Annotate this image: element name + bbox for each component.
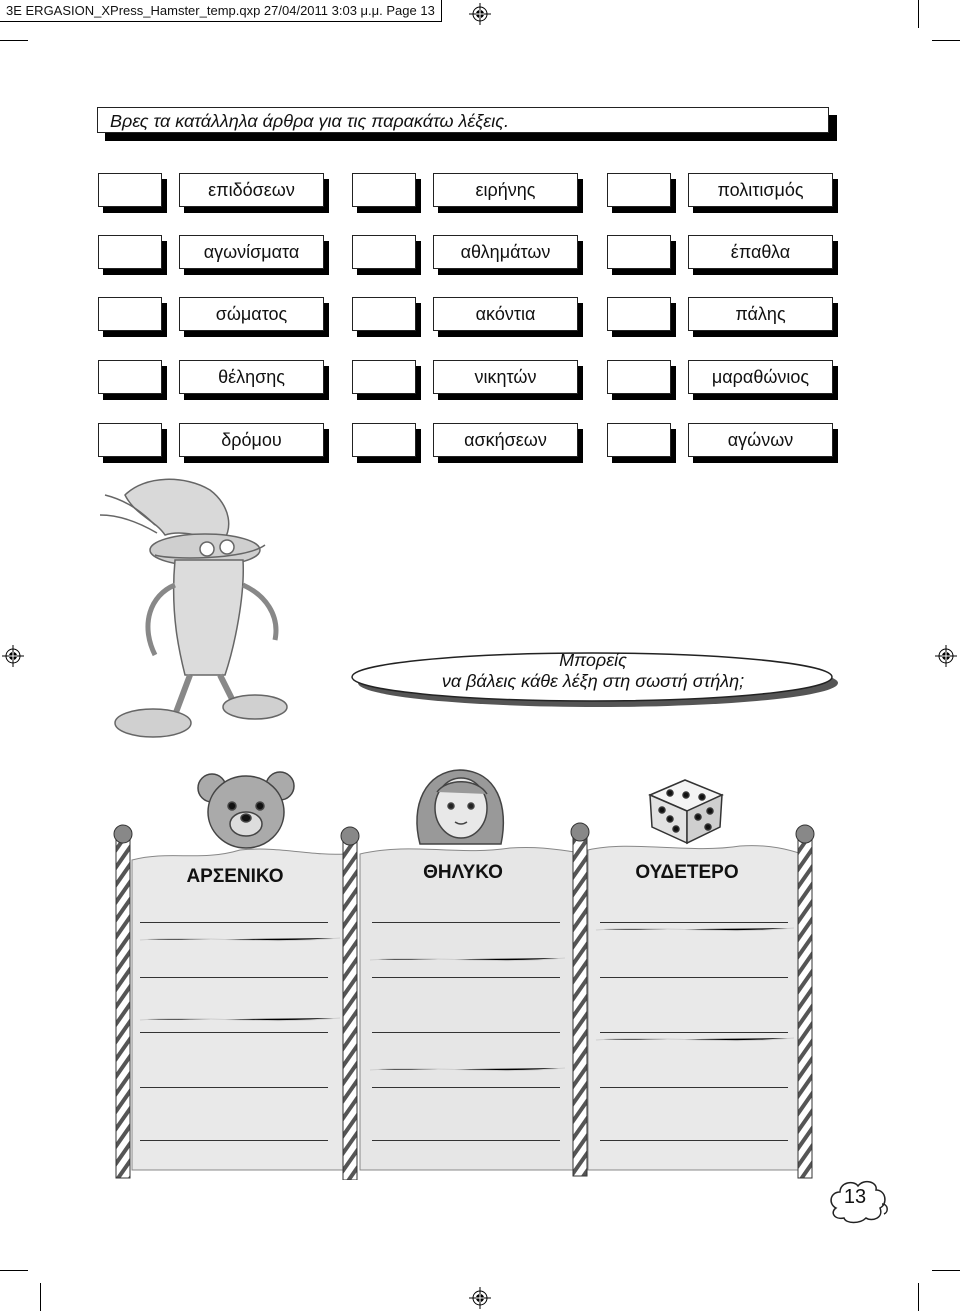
answer-line[interactable] bbox=[600, 977, 788, 978]
speech-bubble-line1: Μπορείς bbox=[559, 650, 627, 670]
crop-mark bbox=[932, 1270, 960, 1271]
article-answer-box[interactable] bbox=[607, 235, 671, 269]
word-cell: πολιτισμός bbox=[688, 173, 833, 207]
word-cell: θέλησης bbox=[179, 360, 324, 394]
article-answer-box[interactable] bbox=[607, 297, 671, 331]
word-cell: έπαθλα bbox=[688, 235, 833, 269]
article-answer-box[interactable] bbox=[607, 360, 671, 394]
word-cell: μαραθώνιος bbox=[688, 360, 833, 394]
word-cell: ασκήσεων bbox=[433, 423, 578, 457]
print-slug: 3E ERGASION_XPress_Hamster_temp.qxp 27/04/2011 3:03 μ.μ. Page 13 bbox=[0, 0, 442, 22]
crop-mark bbox=[0, 1270, 28, 1271]
answer-line[interactable] bbox=[600, 1032, 788, 1033]
answer-line[interactable] bbox=[140, 977, 328, 978]
column-title-feminine: ΘΗΛΥΚΟ bbox=[423, 862, 503, 883]
word-cell: πάλης bbox=[688, 297, 833, 331]
word-cell: ειρήνης bbox=[433, 173, 578, 207]
crop-mark bbox=[932, 40, 960, 41]
word-cell: επιδόσεων bbox=[179, 173, 324, 207]
speech-bubble-line2: να βάλεις κάθε λέξη στη σωστή στήλη; bbox=[441, 671, 745, 691]
answer-line[interactable] bbox=[372, 977, 560, 978]
article-answer-box[interactable] bbox=[607, 423, 671, 457]
answer-line[interactable] bbox=[140, 1140, 328, 1141]
answer-line[interactable] bbox=[140, 1087, 328, 1088]
article-answer-box[interactable] bbox=[352, 235, 416, 269]
article-answer-box[interactable] bbox=[352, 297, 416, 331]
word-cell: αγωνίσματα bbox=[179, 235, 324, 269]
answer-line[interactable] bbox=[372, 1140, 560, 1141]
answer-line[interactable] bbox=[600, 922, 788, 923]
article-answer-box[interactable] bbox=[607, 173, 671, 207]
crop-mark bbox=[0, 40, 28, 41]
article-answer-box[interactable] bbox=[98, 423, 162, 457]
word-cell: αθλημάτων bbox=[433, 235, 578, 269]
word-cell: ακόντια bbox=[433, 297, 578, 331]
article-answer-box[interactable] bbox=[98, 297, 162, 331]
word-cell: σώματος bbox=[179, 297, 324, 331]
registration-mark-icon bbox=[2, 645, 24, 667]
page-number: 13 bbox=[843, 1186, 867, 1208]
article-answer-box[interactable] bbox=[352, 423, 416, 457]
article-answer-box[interactable] bbox=[98, 235, 162, 269]
article-answer-box[interactable] bbox=[98, 173, 162, 207]
speech-bubble-text bbox=[346, 650, 840, 700]
word-cell: αγώνων bbox=[688, 423, 833, 457]
answer-line[interactable] bbox=[600, 1140, 788, 1141]
crop-mark bbox=[918, 0, 919, 28]
article-answer-box[interactable] bbox=[352, 173, 416, 207]
registration-mark-icon bbox=[935, 645, 957, 667]
article-answer-box[interactable] bbox=[98, 360, 162, 394]
registration-mark-icon bbox=[469, 3, 491, 25]
crop-mark bbox=[918, 1283, 919, 1311]
answer-line[interactable] bbox=[140, 922, 328, 923]
instruction-banner: Βρες τα κατάλληλα άρθρα για τις παρακάτω λέξεις. bbox=[97, 107, 829, 133]
answer-line[interactable] bbox=[372, 1032, 560, 1033]
article-answer-box[interactable] bbox=[352, 360, 416, 394]
word-cell: νικητών bbox=[433, 360, 578, 394]
answer-line[interactable] bbox=[372, 1087, 560, 1088]
answer-line[interactable] bbox=[140, 1032, 328, 1033]
crop-mark bbox=[40, 1283, 41, 1311]
word-cell: δρόμου bbox=[179, 423, 324, 457]
registration-mark-icon bbox=[469, 1287, 491, 1309]
torch-mascot-icon bbox=[95, 475, 305, 745]
answer-line[interactable] bbox=[372, 922, 560, 923]
column-title-masculine: ΑΡΣΕΝΙΚΟ bbox=[186, 866, 284, 887]
column-title-neuter: ΟΥΔΕΤΕΡΟ bbox=[635, 862, 739, 883]
answer-line[interactable] bbox=[600, 1087, 788, 1088]
